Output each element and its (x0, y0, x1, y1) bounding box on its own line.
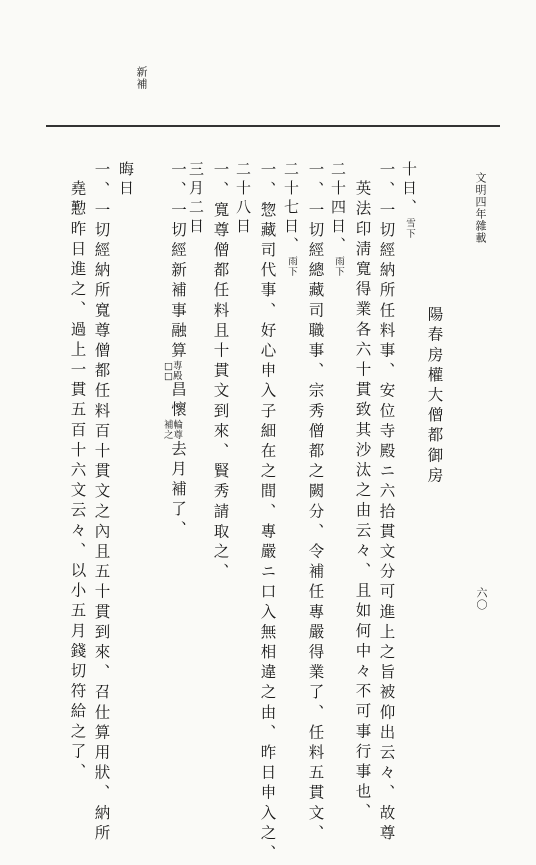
entry-line: 一、惣藏司代事、好心申入子細在之間、專嚴ニ口入無相違之由、昨日申入之、 (258, 161, 277, 865)
entry-date (401, 161, 416, 239)
entry-line: 一、寬尊僧都任料且十貫文到來、賢秀請取之、 (211, 161, 230, 584)
interlinear-note: 補輪 之尊 (164, 420, 184, 441)
date-text: 二十七日、 (282, 161, 300, 256)
weather-note: 雨下 (333, 256, 344, 277)
weather-note: 雪下 (404, 218, 415, 239)
date-text: 二十四日、 (329, 161, 347, 256)
entry-date (330, 161, 345, 277)
date-text: 十日、 (400, 161, 418, 218)
header-rule (46, 125, 500, 127)
entry-date: 三月二日 (187, 161, 205, 237)
entry-date: 二十八日 (234, 161, 252, 237)
page-number: 六〇 (475, 587, 488, 611)
entry-date: 晦日 (117, 161, 135, 199)
margin-note: 新補 (135, 66, 148, 90)
entry-line: 一、一切經納所寬尊僧都任料百十貫文之內且五十貫到來、召仕算用狀、納所 (92, 161, 111, 845)
entry-line (164, 161, 192, 541)
entry-date (283, 161, 298, 277)
entry-text: 一、一切經新補事融算 (169, 161, 187, 362)
running-title: 文明四年雜載 (474, 172, 487, 244)
entry-text: 去月補了、 (169, 440, 187, 541)
interlinear-note: □專 □殿 (164, 361, 183, 382)
entry-text: 昌懷 (169, 381, 187, 422)
entry-line: 英法印淸寬得業各六十貫致其沙汰之由云々、且如何中々不可事行事也、 (353, 180, 372, 824)
weather-note: 雨下 (286, 256, 297, 277)
entry-line: 一、一切經納所任料事、安位寺殿ニ六拾貫文分可進上之旨被仰出云々、故尊 (377, 161, 396, 845)
address-line: 陽春房權大僧都御房 (425, 306, 444, 487)
entry-line: 堯懃昨日進之、過上一貫五百十六文云々、以小五月錢切符給之了、 (68, 180, 87, 783)
entry-line: 一、一切經總藏司職事、宗秀僧都之闕分、令補任專嚴得業了、任料五貫文、 (306, 161, 325, 845)
